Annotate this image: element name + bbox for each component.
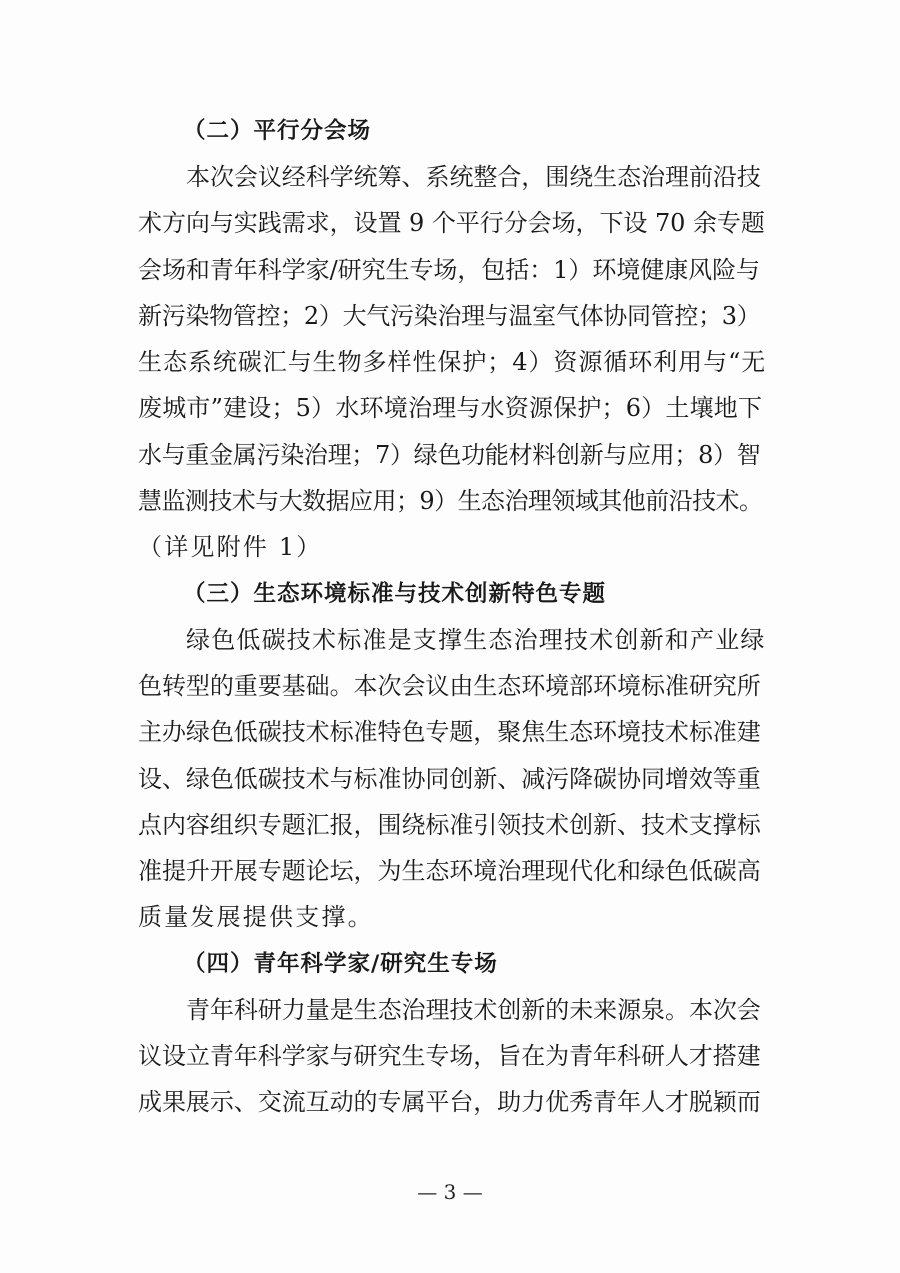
text-line: 设、绿色低碳技术与标准协同创新、减污降碳协同增效等重 bbox=[138, 764, 761, 793]
text-line: 质量发展提供支撑。 bbox=[138, 903, 374, 932]
text-line: 新污染物管控；2）大气污染治理与温室气体协同管控；3） bbox=[138, 301, 761, 330]
text-line: 生态系统碳汇与生物多样性保护；4）资源循环利用与“无 bbox=[138, 348, 767, 377]
text-line: 主办绿色低碳技术标准特色专题，聚焦生态环境技术标准建 bbox=[138, 718, 761, 747]
text-line: 水与重金属污染治理；7）绿色功能材料创新与应用；8）智 bbox=[138, 440, 761, 469]
document-body bbox=[138, 108, 766, 1126]
text-line: 青年科研力量是生态治理技术创新的未来源泉。本次会 bbox=[186, 995, 761, 1024]
text-line: 术方向与实践需求，设置 9 个平行分会场，下设 70 余专题 bbox=[138, 209, 765, 238]
text-line: 本次会议经科学统筹、系统整合，围绕生态治理前沿技 bbox=[186, 163, 761, 191]
text-line: （详见附件 1） bbox=[138, 533, 323, 562]
section-body-standards-special-topic bbox=[138, 617, 766, 941]
text-line: 成果展示、交流互动的专属平台，助力优秀青年人才脱颖而 bbox=[138, 1088, 761, 1117]
text-line: 慧监测技术与大数据应用；9）生态治理领域其他前沿技术。 bbox=[138, 487, 763, 516]
section-heading-parallel-sessions: （二）平行分会场 bbox=[183, 118, 372, 144]
page-number: — 3 — bbox=[417, 1180, 483, 1204]
section-heading-standards-special-topic: （三）生态环境标准与技术创新特色专题 bbox=[183, 580, 607, 607]
text-line: 议设立青年科学家与研究生专场，旨在为青年科研人才搭建 bbox=[138, 1042, 761, 1071]
section-body-young-scientists-session bbox=[138, 987, 766, 1126]
text-line: 废城市”建设；5）水环境治理与水资源保护；6）土壤地下 bbox=[138, 394, 763, 423]
text-line: 会场和青年科学家/研究生专场，包括：1）环境健康风险与 bbox=[138, 255, 761, 284]
text-line: 绿色低碳技术标准是支撑生态治理技术创新和产业绿 bbox=[186, 625, 766, 654]
section-heading-young-scientists-session: （四）青年科学家/研究生专场 bbox=[183, 950, 498, 977]
text-line: 点内容组织专题汇报，围绕标准引领技术创新、技术支撑标 bbox=[138, 810, 761, 839]
section-body-parallel-sessions bbox=[138, 154, 766, 571]
text-line: 准提升开展专题论坛，为生态环境治理现代化和绿色低碳高 bbox=[138, 857, 761, 886]
text-line: 色转型的重要基础。本次会议由生态环境部环境标准研究所 bbox=[138, 671, 761, 700]
